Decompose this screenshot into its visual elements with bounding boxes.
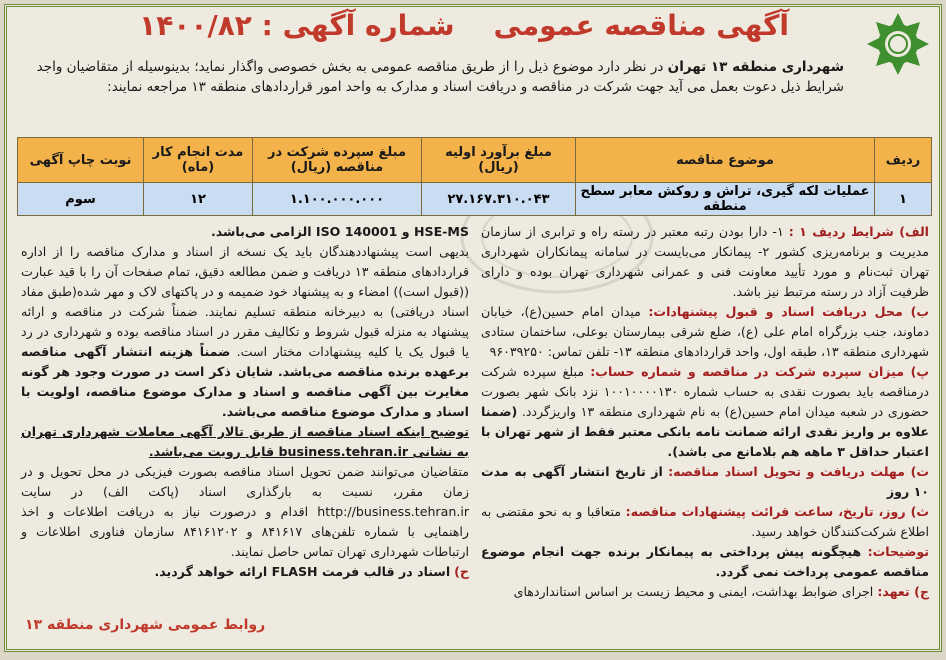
notice-title	[139, 9, 789, 42]
public-relations-footer: روابط عمومی شهرداری منطقه ۱۳	[25, 617, 266, 633]
cell-subject: عملیات لکه گیری، تراش و روکش معابر سطح منطقه	[576, 183, 875, 216]
condition-t-text: از تاریخ انتشار آگهی به مدت ۱۰ روز	[481, 464, 929, 499]
col-header-print-turn: نوبت چاپ آگهی	[18, 138, 144, 183]
notes	[481, 542, 929, 582]
condition-h	[21, 562, 469, 582]
condition-h-text: اسناد در قالب فرمت FLASH ارائه خواهد گردید.	[154, 564, 451, 579]
col-header-duration: مدت انجام کار (ماه)	[144, 138, 253, 183]
condition-a	[481, 222, 929, 302]
intro-municipality: شهرداری منطقه ۱۳ تهران	[667, 59, 844, 75]
details-paragraph-3: متقاضیان می‌توانند ضمن تحویل اسناد مناقصه بصورت فیزیکی در محل تحویل و در زمان مقرر، نسبت به بارگذاری اسناد (پاکت الف) در سایت http://business.tehran.ir اقدام و درصورت نیاز به دریافت اطلاعات و اخذ راهنمایی با شماره تلفن‌های ۸۴۱۶۱۷ و ۸۴۱۶۱۲۰۲ سازمان فناوری اطلاعات و ارتباطات شهرداری تهران تماس حاصل نمایند.	[21, 464, 469, 559]
col-header-subject: موضوع مناقصه	[576, 138, 875, 183]
condition-a-text: ۱- دارا بودن رتبه معتبر در رسته راه و ترابری از سازمان مدیریت و برنامه‌ریزی کشور ۲- پیمانکار می‌بایست در سامانه پیمانکاران شهرداری تهران ثبت‌نام و مورد تأیید معاونت فنی و عمرانی شهرداری تهران بوده و دارای ظرفیت آزاد در رسته مرتبط نیز باشد.	[481, 224, 929, 299]
conditions-column	[481, 222, 929, 602]
condition-p-text: مبلغ سپرده شرکت درمناقصه باید بصورت نقدی به حساب شماره ۱۰۰۱۰۰۰۰۱۳۰ نزد بانک شهر بصورت حضوری در شعبه میدان امام حسین(ع) به نام شهرداری منطقه ۱۳ واریزگردد.	[481, 364, 930, 419]
condition-p	[481, 362, 929, 462]
col-header-deposit: مبلغ سپرده شرکت در مناقصه (ریال)	[253, 138, 422, 183]
condition-b-text: میدان امام حسین(ع)، خیابان دماوند، جنب بزرگراه امام علی (ع)، ضلع شرقی بیمارستان بوعلی، ساختمان ستادی شهرداری منطقه ۱۳، طبقه اول، واحد قراردادهای منطقه ۱۳- تلفن تماس: ۹۶۰۳۹۲۵۰	[481, 304, 929, 359]
details-paragraph-1-bold: ضمناً هزینه انتشار آگهی مناقصه برعهده برنده مناقصه می‌باشد. شایان ذکر است در صورت وجود هر گونه مغایرت بین آگهی مناقصه و اسناد و مدارک موضوع مناقصه، اولویت با اسناد و مدارک موضوع مناقصه می‌باشد.	[21, 344, 469, 419]
condition-p-bold: (ضمنا علاوه بر واریز نقدی ارائه ضمانت نامه بانکی معتبر فقط از شهر تهران با اعتبار حداقل ۳ ماهه هم بلامانع می باشد).	[481, 404, 929, 459]
tehran-municipality-logo-icon	[863, 9, 933, 79]
condition-j-label: ج) تعهد:	[877, 584, 929, 599]
details-column	[21, 222, 469, 582]
condition-th-label: ث) روز، تاریخ، ساعت قرائت پیشنهادات مناقصه:	[625, 504, 929, 519]
cell-estimate: ۲۷.۱۶۷.۳۱۰.۰۴۳	[422, 183, 576, 216]
condition-t	[481, 462, 929, 502]
cell-print-turn: سوم	[18, 183, 144, 216]
tender-table-header	[18, 138, 932, 183]
condition-p-label: پ) میزان سپرده شرکت در مناقصه و شماره حساب:	[590, 364, 929, 379]
tender-notice	[4, 4, 942, 652]
details-paragraph-1-text: بدیهی است پیشنهاددهندگان باید یک نسخه از اسناد و مدارک مناقصه را از اداره قراردادهای منطقه ۱۳ دریافت و ضمن مطالعه دقیق، تمام صفحات آن را با قید عبارت ((قبول است)) امضاء و به پیشنهاد خود ضمیمه و در پاکتهای لاک و مهر شده(طبق مفاد اسناد دریافتی) به دبیرخانه منطقه تسلیم نمایند. ضمناً شرکت در مناقصه و ارائه پیشنهاد به منزله قبول شروط و تکالیف مقرر در اسناد مناقصه بوده و شهرداری در رد یا قبول یک یا کلیه پیشنهادات مختار است.	[21, 244, 469, 359]
notice-title-text: آگهی مناقصه عمومی	[493, 9, 789, 42]
notice-number-label: شماره آگهی :	[261, 9, 455, 42]
condition-t-label: ت) مهلت دریافت و تحویل اسناد مناقصه:	[668, 464, 929, 479]
col-header-estimate: مبلغ برآورد اولیه (ریال)	[422, 138, 576, 183]
cell-row-number: ۱	[875, 183, 932, 216]
standards-line: HSE-MS و ISO 140001 الزامی می‌باشد.	[210, 224, 469, 239]
details-paragraph-1	[21, 242, 469, 422]
condition-h-label: ح)	[454, 564, 469, 579]
condition-th	[481, 502, 929, 542]
condition-b-label: ب) محل دریافت اسناد و قبول پیشنهادات:	[648, 304, 929, 319]
notice-number: ۱۴۰۰/۸۲	[139, 9, 252, 42]
condition-j-text: اجرای ضوابط بهداشت، ایمنی و محیط زیست بر اساس استانداردهای	[513, 584, 874, 599]
table-row	[18, 183, 932, 216]
cell-deposit: ۱.۱۰۰.۰۰۰.۰۰۰	[253, 183, 422, 216]
intro-paragraph	[17, 57, 844, 97]
notes-text: هیچگونه پیش پرداختی به پیمانکار برنده جهت انجام موضوع مناقصه عمومی پرداخت نمی گردد.	[481, 544, 929, 579]
notes-label: توضیحات:	[867, 544, 929, 559]
cell-duration: ۱۲	[144, 183, 253, 216]
details-paragraph-2: توضیح اینکه اسناد مناقصه از طریق تالار آگهی معاملات شهرداری تهران به نشانی business.tehran.ir قابل رویت می‌باشد.	[21, 424, 469, 459]
condition-a-label: الف) شرایط ردیف ۱ :	[788, 224, 929, 239]
col-header-row: ردیف	[875, 138, 932, 183]
condition-b	[481, 302, 929, 362]
tender-table	[17, 137, 932, 216]
condition-th-text: متعاقبا و به نحو مقتضی به اطلاع شرکت‌کنندگان خواهد رسید.	[481, 504, 929, 539]
condition-j	[481, 582, 929, 602]
intro-text: در نظر دارد موضوع ذیل را از طریق مناقصه عمومی به بخش خصوصی واگذار نماید؛ بدینوسیله از متقاضیان واجد شرایط ذیل دعوت بعمل می آید جهت شرکت در مناقصه و دریافت اسناد و مدارک به واحد امور قراردادهای منطقه ۱۳ مراجعه نمایند:	[36, 59, 844, 95]
